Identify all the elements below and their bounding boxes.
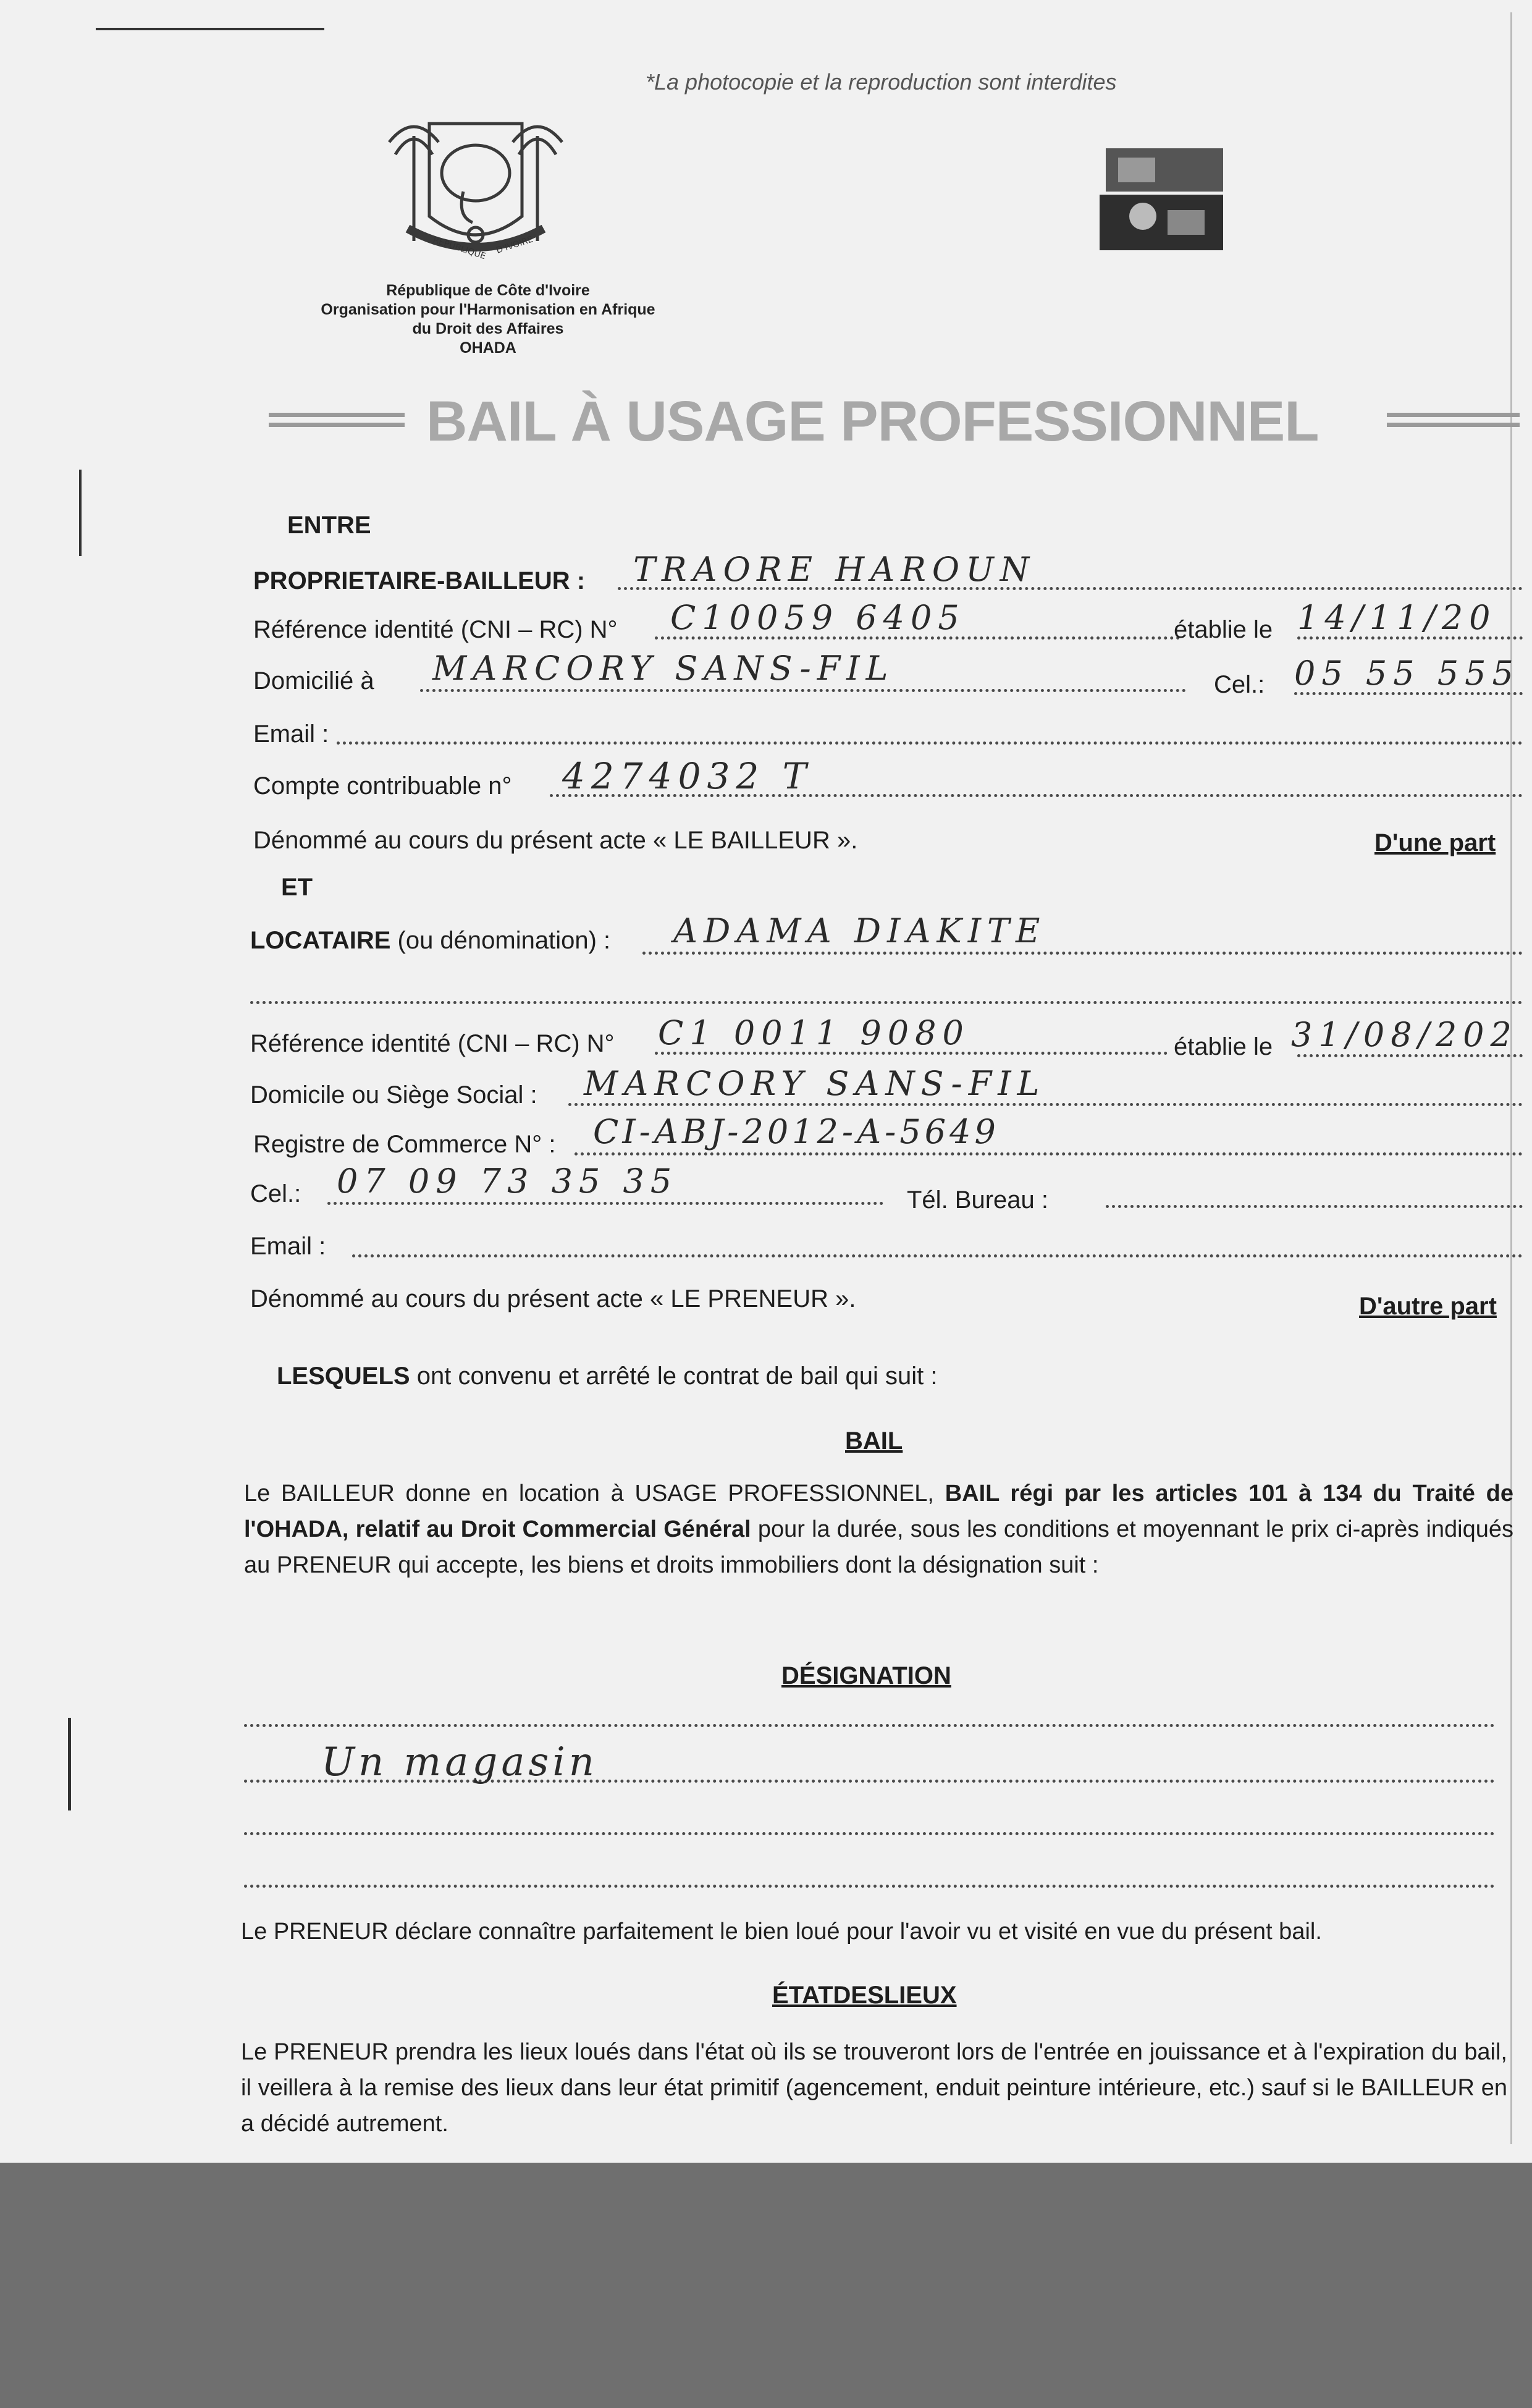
siege-label: Domicile ou Siège Social : xyxy=(250,1081,537,1109)
rc-handwritten: CI-ABJ-2012-A-5649 xyxy=(593,1112,1000,1151)
bail-text-1: Le BAILLEUR donne en location à USAGE PROFESSIONNEL, xyxy=(244,1481,934,1506)
scan-artifact-mark xyxy=(68,1718,71,1810)
coat-of-arms-emblem xyxy=(371,99,581,275)
domicile-label: Domicilié à xyxy=(253,667,374,695)
locataire-issued-handwritten: 31/08/202 xyxy=(1291,1015,1518,1054)
locataire-cel-line xyxy=(327,1202,883,1205)
owner-name-handwritten: TRAORE HAROUN xyxy=(633,550,1035,589)
header-country: République de Côte d'Ivoire xyxy=(386,282,590,299)
dautre-part-label: D'autre part xyxy=(1359,1293,1497,1320)
bailleur-id-label: Référence identité (CNI – RC) N° xyxy=(253,616,618,643)
locataire-name-line-2 xyxy=(250,1001,1523,1004)
siege-handwritten: MARCORY SANS-FIL xyxy=(584,1064,1046,1103)
locataire-designation-text: Dénommé au cours du présent acte « LE PRENEUR ». xyxy=(250,1285,856,1312)
emblem-label-left: REPUBLIQUE xyxy=(431,235,487,262)
bailleur-issued-label: établie le xyxy=(1174,616,1273,643)
etat-heading: ÉTATDESLIEUX xyxy=(772,1982,957,2009)
locataire-name-handwritten: ADAMA DIAKITE xyxy=(673,911,1046,950)
bailleur-issued-handwritten: 14/11/20 xyxy=(1297,598,1497,637)
locataire-name-line xyxy=(642,952,1523,955)
title-rule-left-2 xyxy=(269,423,405,427)
bailleur-designation-text: Dénommé au cours du présent acte « LE BAILLEUR ». xyxy=(253,827,858,854)
bail-paragraph xyxy=(244,1476,1513,1583)
locataire-email-label: Email : xyxy=(250,1233,326,1260)
locataire-cel-handwritten: 07 09 73 35 35 xyxy=(337,1162,678,1201)
designation-line-3 xyxy=(244,1832,1495,1835)
bail-text-bold: BAIL régi par les articles 101 à 134 du Traité de l'OHADA, relatif au Droit Commercial Général xyxy=(244,1481,1513,1542)
bailleur-cel-label: Cel.: xyxy=(1214,671,1265,698)
emblem-label-right: D'IVOIRE xyxy=(495,234,535,256)
header-org-2: du Droit des Affaires xyxy=(412,320,564,337)
lesquels-rest: ont convenu et arrêté le contrat de bail qui suit : xyxy=(416,1362,938,1390)
page-edge xyxy=(1510,12,1512,2144)
rc-label: Registre de Commerce N° : xyxy=(253,1131,556,1158)
locataire-email-line xyxy=(352,1254,1523,1257)
tel-bureau-line xyxy=(1106,1205,1523,1208)
scan-artifact-mark xyxy=(79,470,82,556)
domicile-handwritten: MARCORY SANS-FIL xyxy=(432,649,894,688)
domicile-line xyxy=(420,689,1186,692)
et-label: ET xyxy=(281,874,313,901)
title-rule-right-2 xyxy=(1387,423,1520,427)
title-rule-right xyxy=(1387,413,1520,417)
designation-heading: DÉSIGNATION xyxy=(781,1662,951,1689)
bailleur-email-label: Email : xyxy=(253,720,329,748)
bail-text-2: pour la durée, sous les conditions et moyennant le prix ci-après indiqués au PRENEUR qui accepte, les biens et droits immobiliers dont la désignation suit : xyxy=(244,1516,1514,1578)
scan-artifact-line xyxy=(96,28,324,30)
title-rule-left xyxy=(269,413,405,417)
siege-line xyxy=(568,1103,1523,1106)
contrib-label: Compte contribuable n° xyxy=(253,772,512,800)
rc-line xyxy=(574,1152,1523,1155)
owner-label: PROPRIETAIRE-BAILLEUR : xyxy=(253,567,586,594)
contrib-handwritten: 4274032 T xyxy=(562,755,813,797)
locataire-id-handwritten: C1 0011 9080 xyxy=(658,1013,970,1052)
copy-notice: *La photocopie et la reproduction sont interdites xyxy=(646,69,1117,95)
entre-label: ENTRE xyxy=(287,512,371,539)
locataire-issued-line xyxy=(1297,1054,1523,1057)
designation-line-4 xyxy=(244,1885,1495,1888)
fiscal-stamp xyxy=(1093,142,1229,266)
bail-heading: BAIL xyxy=(845,1427,903,1455)
designation-statement: Le PRENEUR déclare connaître parfaitement le bien loué pour l'avoir vu et visité en vue du présent bail. xyxy=(241,1919,1322,1945)
bailleur-cel-handwritten: 05 55 555 xyxy=(1294,654,1520,693)
bailleur-id-handwritten: C10059 6405 xyxy=(670,598,966,637)
locataire-issued-label: établie le xyxy=(1174,1033,1273,1060)
designation-line-1 xyxy=(244,1724,1495,1727)
locataire-cel-label: Cel.: xyxy=(250,1180,301,1207)
header-org: Organisation pour l'Harmonisation en Afrique xyxy=(321,301,655,318)
locataire-name-label: LOCATAIRE (ou dénomination) : xyxy=(250,927,611,954)
lesquels-line xyxy=(277,1362,937,1390)
header-acronym: OHADA xyxy=(460,339,516,357)
tel-bureau-label: Tél. Bureau : xyxy=(907,1186,1049,1214)
etat-paragraph: Le PRENEUR prendra les lieux loués dans l'état où ils se trouveront lors de l'entrée en jouissance et à l'expiration du bail, il veillera à la remise des lieux dans leur état primitif (agencement, enduit peinture intérieure, etc.) sauf si le BAILLEUR en a décidé autrement. xyxy=(241,2039,1507,2137)
header-block xyxy=(287,281,689,358)
bailleur-email-line xyxy=(337,741,1523,745)
document-title: BAIL À USAGE PROFESSIONNEL xyxy=(426,390,1319,453)
lesquels-bold: LESQUELS xyxy=(277,1362,410,1390)
locataire-id-label: Référence identité (CNI – RC) N° xyxy=(250,1030,615,1057)
designation-handwritten: Un magasin xyxy=(321,1739,598,1785)
dune-part-label: D'une part xyxy=(1374,829,1496,856)
